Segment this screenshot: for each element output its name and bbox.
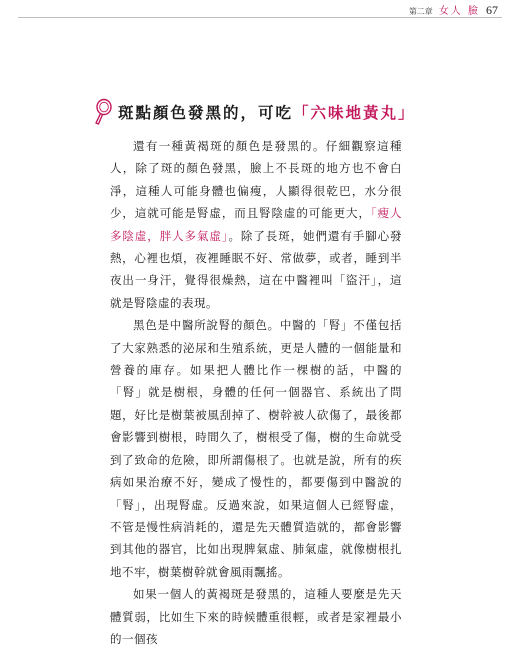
highlighted-quote: 「瘦人多陰虛，胖人多氣虛」 — [110, 206, 403, 243]
paragraph — [110, 135, 402, 314]
heading-highlight: 「六味地黃丸」 — [293, 103, 416, 122]
section-heading — [92, 98, 452, 126]
chapter-label: 第二章 — [408, 7, 433, 16]
header-rule — [18, 17, 502, 18]
heading-text — [118, 101, 416, 123]
mirror-icon — [92, 98, 114, 126]
body-text — [110, 135, 402, 650]
paragraph: 如果一個人的黃褐斑是發黑的，這種人要麼是先天體質弱，比如生下來的時候體重很輕，或者是家裡最小的一個孩 — [110, 587, 402, 646]
page-number: 67 — [486, 3, 498, 17]
paragraph: 黑色是中醫所說腎的顏色。中醫的「腎」不僅包括了大家熟悉的泌尿和生殖系統，更是人體的一個能量和營養的庫存。如果把人體比作一棵樹的話，中醫的「腎」就是樹根，身體的任何一個器官、系統出了問題，好比是樹葉被風刮掉了、樹幹被人砍傷了，最後都會影響到樹根，時間久了，樹根受了傷，樹的生命就受到了致命的危險，即所謂傷根了。也就是說，所有的疾病如果治療不好，變成了慢性的，都要傷到中醫說的「腎」，出現腎虛。反過來說，如果這個人已經腎虛，不管是慢性病消耗的，還是先天體質造就的，都會影響到其他的器官，比如出現脾氣虛、肺氣虛，就像樹根扎地不牢，樹葉樹幹就會風雨飄搖。 — [110, 318, 402, 579]
paragraph-text: 。除了長斑，她們還有手腳心發熱，心裡也煩，夜裡睡眠不好、常做夢，或者，睡到半夜出一身汗，覺得很燥熱，這在中醫裡叫「盜汗」，這就是腎陰虛的表現。 — [110, 228, 403, 310]
running-header — [409, 2, 498, 18]
heading-prefix: 斑點顏色發黑的，可吃 — [118, 103, 294, 122]
chapter-title: 女人 臉 — [438, 6, 480, 17]
paragraph-text: 還有一種黃褐斑的顏色是發黑的。仔細觀察這種人，除了斑的顏色發黑，臉上不長斑的地方也不會白淨，這種人可能身體也偏瘦，人顯得很乾巴，水分很少，這就可能是腎虛，而且腎陰虛的可能更大， — [110, 139, 402, 221]
